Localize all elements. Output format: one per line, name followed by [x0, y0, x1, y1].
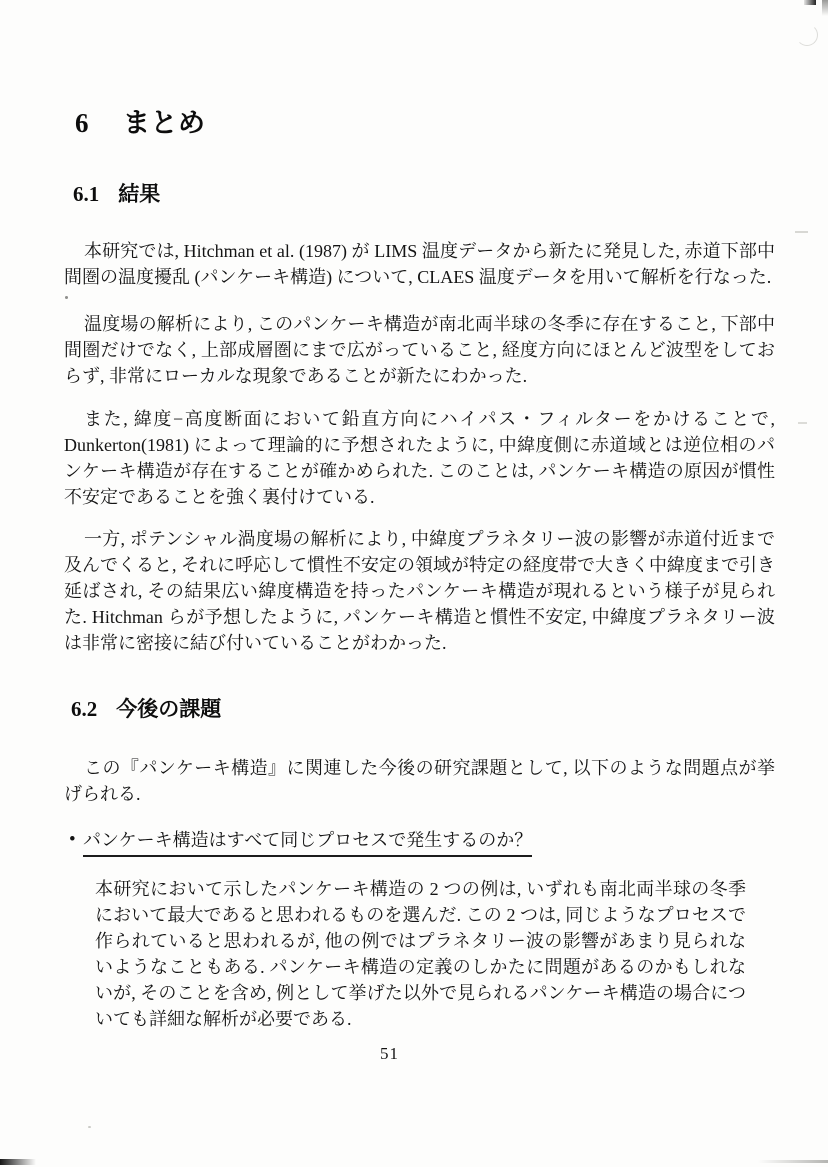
subsection-number: 6.2 — [71, 697, 98, 721]
scan-artifact-bottom-left — [0, 1159, 36, 1165]
paragraph-results-3: また, 緯度−高度断面において鉛直方向にハイパス・フィルターをかけることで, Dunkerton(1981) によって理論的に予想されたように, 中緯度側に赤道域とは逆位相のパンケーキ構造が存在することが確かめられた. このことは, パンケーキ構造の原因が慣性不安定であることを強く裏付けている. — [64, 409, 775, 507]
scan-artifact-right-edge — [822, 0, 828, 16]
scan-speck — [65, 296, 68, 299]
paragraph-future-intro: この『パンケーキ構造』に関連した今後の研究課題として, 以下のような問題点が挙げられる. — [64, 758, 775, 804]
section-title: まとめ — [123, 108, 206, 138]
section-number: 6 — [75, 108, 89, 138]
scan-speck — [798, 422, 807, 424]
section-heading — [75, 108, 206, 138]
subsection-heading-future — [71, 697, 221, 721]
scan-artifact-bottom-right — [758, 1160, 828, 1163]
subsection-title: 結果 — [118, 182, 161, 206]
paragraph-results-1: 本研究では, Hitchman et al. (1987) が LIMS 温度データから新たに発見した, 赤道下部中間圏の温度擾乱 (パンケーキ構造) について, CLAES 温度データを用いて解析を行なった. — [64, 241, 775, 287]
scan-speck — [88, 1126, 91, 1128]
subsection-number: 6.1 — [73, 182, 100, 206]
bullet-icon: • — [69, 829, 76, 850]
subsection-heading-results — [73, 182, 160, 206]
scan-speck — [795, 231, 808, 233]
subsection-title: 今後の課題 — [116, 697, 222, 721]
scan-artifact-top-right — [804, 0, 816, 5]
bullet-heading: パンケーキ構造はすべて同じプロセスで発生するのか？ — [83, 827, 532, 857]
bullet-item — [69, 827, 775, 857]
paragraph-results-4: 一方, ポテンシャル渦度場の解析により, 中緯度プラネタリー波の影響が赤道付近まで及んでくると, それに呼応して慣性不安定の領域が特定の経度帯で大きく中緯度まで引き延ばされ, その結果広い緯度構造を持ったパンケーキ構造が現れるという様子が見られた. Hitchman らが予想したように, パンケーキ構造と慣性不安定, 中緯度プラネタリー波は非常に密接に結び付いていることがわかった. — [64, 529, 775, 653]
paragraph-bullet-body: 本研究において示したパンケーキ構造の 2 つの例は, いずれも南北両半球の冬季において最大であると思われるものを選んだ. この 2 つは, 同じようなプロセスで作られていると思われるが, 他の例ではプラネタリー波の影響があまり見られないようなこともある. パンケーキ構造の定義のしかたに問題があるのかもしれないが, そのことを含め, 例として挙げた以外で見られるパンケーキ構造の場合についても詳細な解析が必要である. — [95, 879, 746, 1029]
scan-artifact-pencil-arc — [796, 24, 818, 46]
page-number: 51 — [380, 1044, 399, 1063]
paragraph-results-2: 温度場の解析により, このパンケーキ構造が南北両半球の冬季に存在すること, 下部中間圏だけでなく, 上部成層圏にまで広がっていること, 経度方向にほとんど波型をしておらず, 非常にローカルな現象であることが新たにわかった. — [64, 314, 775, 386]
